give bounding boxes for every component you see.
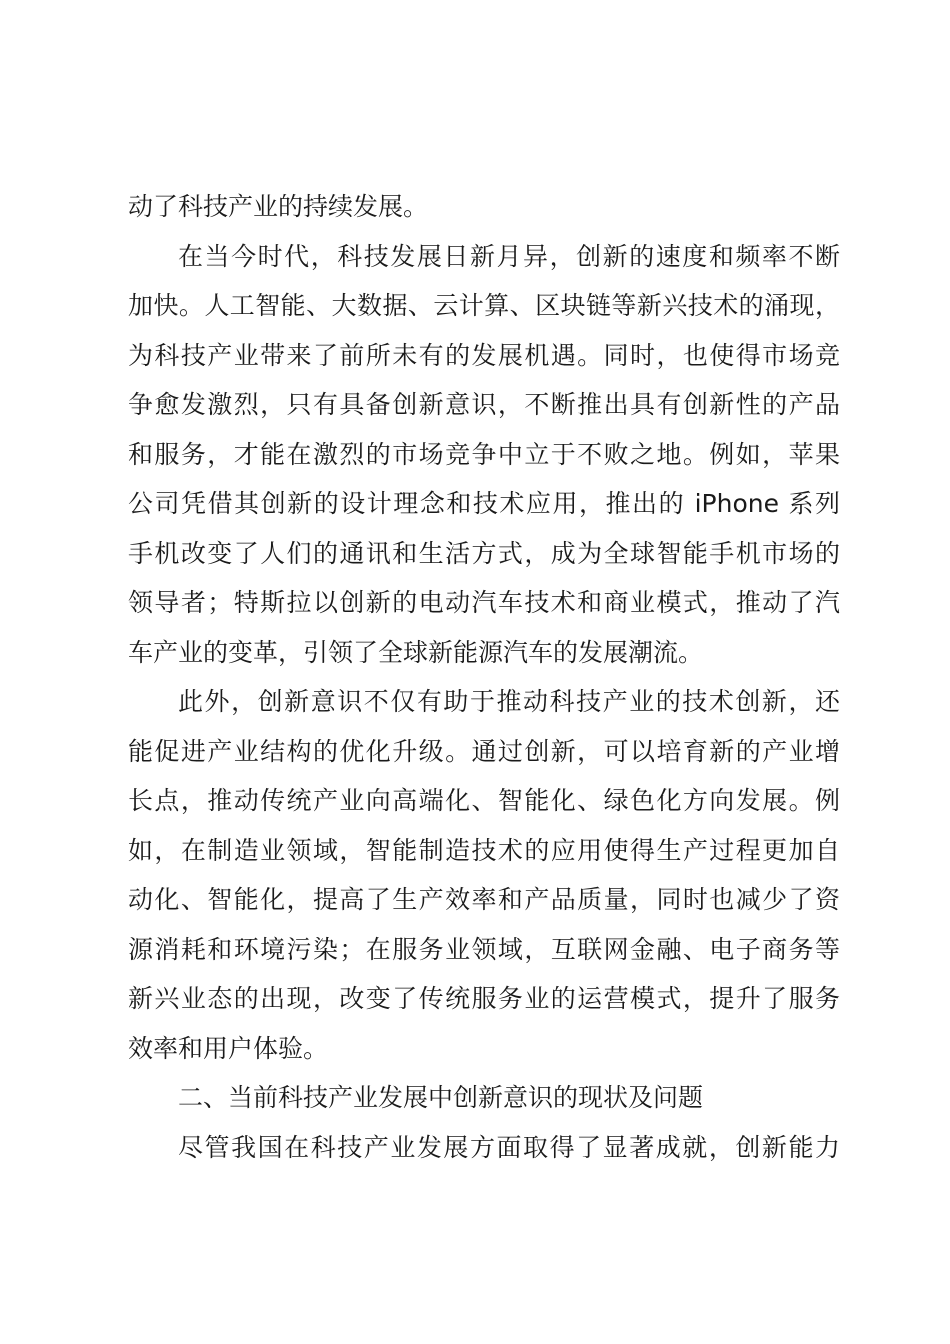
document-body (128, 182, 840, 1172)
text-line: 如，在制造业领域，智能制造技术的应用使得生产过程更加自 (128, 835, 840, 865)
text-line: 效率和用户体验。 (128, 1033, 329, 1063)
text-line: 加快。人工智能、大数据、云计算、区块链等新兴技术的涌现， (128, 291, 840, 320)
text-line: 争愈发激烈，只有具备创新意识，不断推出具有创新性的产品 (128, 390, 840, 419)
text-line: 手机改变了人们的通讯和生活方式，成为全球智能手机市场的 (128, 538, 840, 568)
text-line: 源消耗和环境污染；在服务业领域，互联网金融、电子商务等 (128, 934, 840, 964)
text-line: 新兴业态的出现，改变了传统服务业的运营模式，提升了服务 (128, 984, 840, 1013)
text-line: 车产业的变革，引领了全球新能源汽车的发展潮流。 (128, 637, 704, 667)
text-line: 在当今时代，科技发展日新月异，创新的速度和频率不断 (178, 241, 840, 271)
heading-text: 二、当前科技产业发展中创新意识的现状及问题 (178, 1083, 704, 1112)
text-line: 长点，推动传统产业向高端化、智能化、绿色化方向发展。例 (128, 786, 840, 815)
text-line: 公司凭借其创新的设计理念和技术应用，推出的 iPhone 系列 (128, 489, 840, 518)
text-line: 能促进产业结构的优化升级。通过创新，可以培育新的产业增 (128, 736, 840, 766)
text-line: 动化、智能化，提高了生产效率和产品质量，同时也减少了资 (128, 885, 840, 914)
text-line: 领导者；特斯拉以创新的电动汽车技术和商业模式，推动了汽 (128, 588, 840, 617)
text-line: 此外，创新意识不仅有助于推动科技产业的技术创新，还 (178, 687, 840, 716)
paragraph (128, 677, 840, 1073)
text-line: 尽管我国在科技产业发展方面取得了显著成就，创新能力 (178, 1132, 840, 1162)
paragraph (128, 1123, 840, 1173)
text-line: 为科技产业带来了前所未有的发展机遇。同时，也使得市场竞 (128, 340, 840, 370)
paragraph (128, 182, 840, 232)
text-line: 和服务，才能在激烈的市场竞争中立于不败之地。例如，苹果 (128, 439, 840, 469)
paragraph (128, 232, 840, 678)
text-line: 动了科技产业的持续发展。 (128, 192, 429, 221)
section-heading (128, 1073, 840, 1123)
